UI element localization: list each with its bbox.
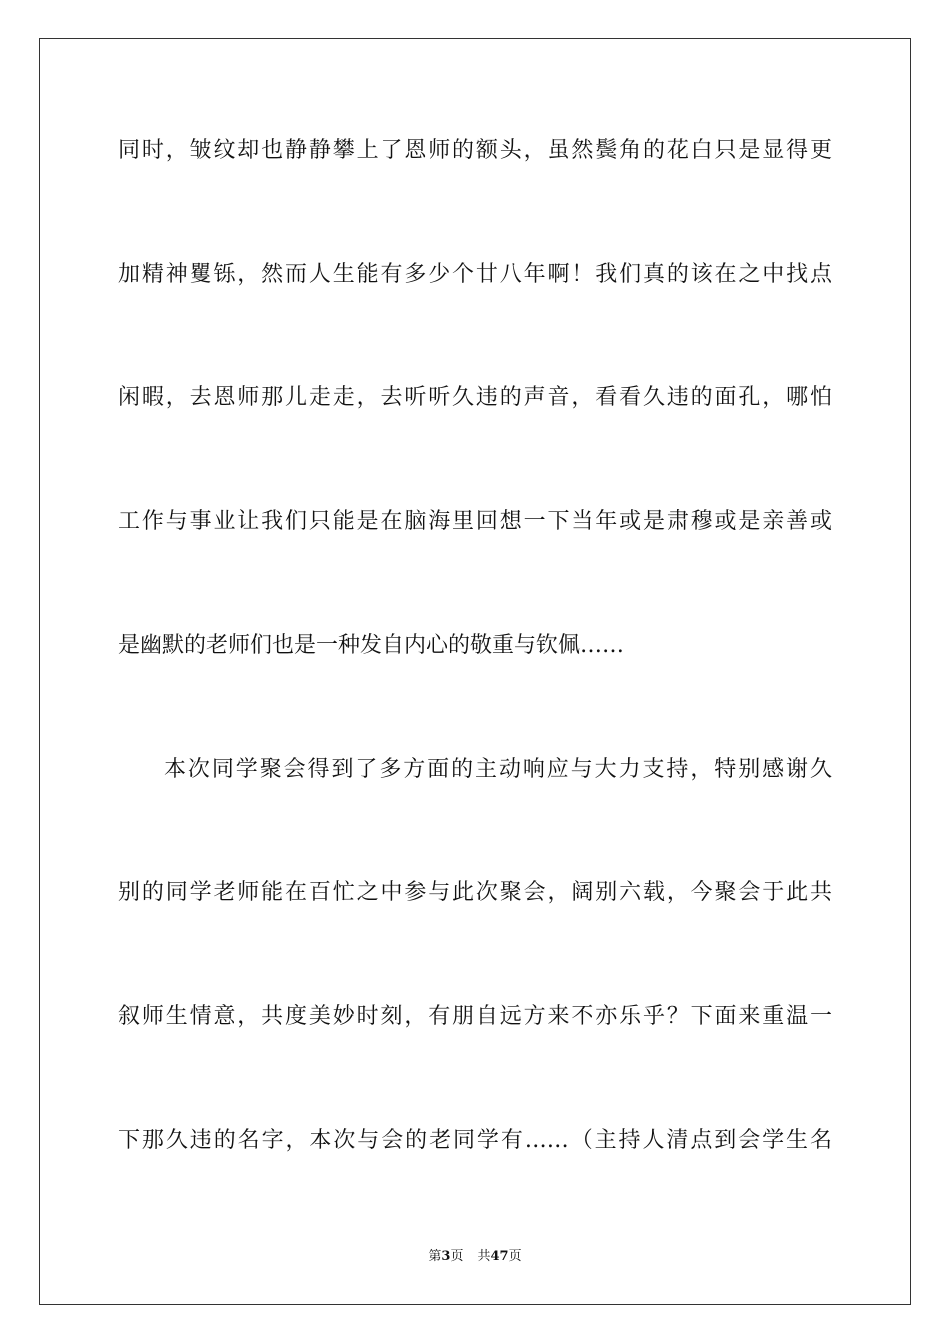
page-suffix: 页 — [450, 1249, 464, 1264]
text-line: 下那久违的名字，本次与会的老同学有……（主持人清点到会学生名 — [118, 1128, 832, 1153]
text-line: 叙师生情意，共度美妙时刻，有朋自远方来不亦乐乎？下面来重温一 — [118, 1004, 832, 1029]
text-line: 本次同学聚会得到了多方面的主动响应与大力支持，特别感谢久 — [164, 757, 832, 782]
page-prefix: 第 — [428, 1249, 442, 1264]
page-footer — [0, 1248, 950, 1266]
total-pages: 47 — [490, 1249, 509, 1264]
text-line: 同时，皱纹却也静静攀上了恩师的额头，虽然鬓角的花白只是显得更 — [118, 138, 832, 163]
page-border — [39, 38, 911, 1305]
text-line: 加精神矍铄，然而人生能有多少个廿八年啊！我们真的该在之中找点 — [118, 262, 832, 287]
text-line: 是幽默的老师们也是一种发自内心的敬重与钦佩…… — [118, 633, 625, 658]
total-suffix: 页 — [508, 1249, 522, 1264]
page-number: 3 — [441, 1249, 451, 1264]
text-line: 工作与事业让我们只能是在脑海里回想一下当年或是肃穆或是亲善或 — [118, 509, 832, 534]
total-prefix: 共 — [477, 1249, 491, 1264]
text-line: 闲暇，去恩师那儿走走，去听听久违的声音，看看久违的面孔，哪怕 — [118, 385, 832, 410]
text-line: 别的同学老师能在百忙之中参与此次聚会，阔别六载，今聚会于此共 — [118, 880, 832, 905]
